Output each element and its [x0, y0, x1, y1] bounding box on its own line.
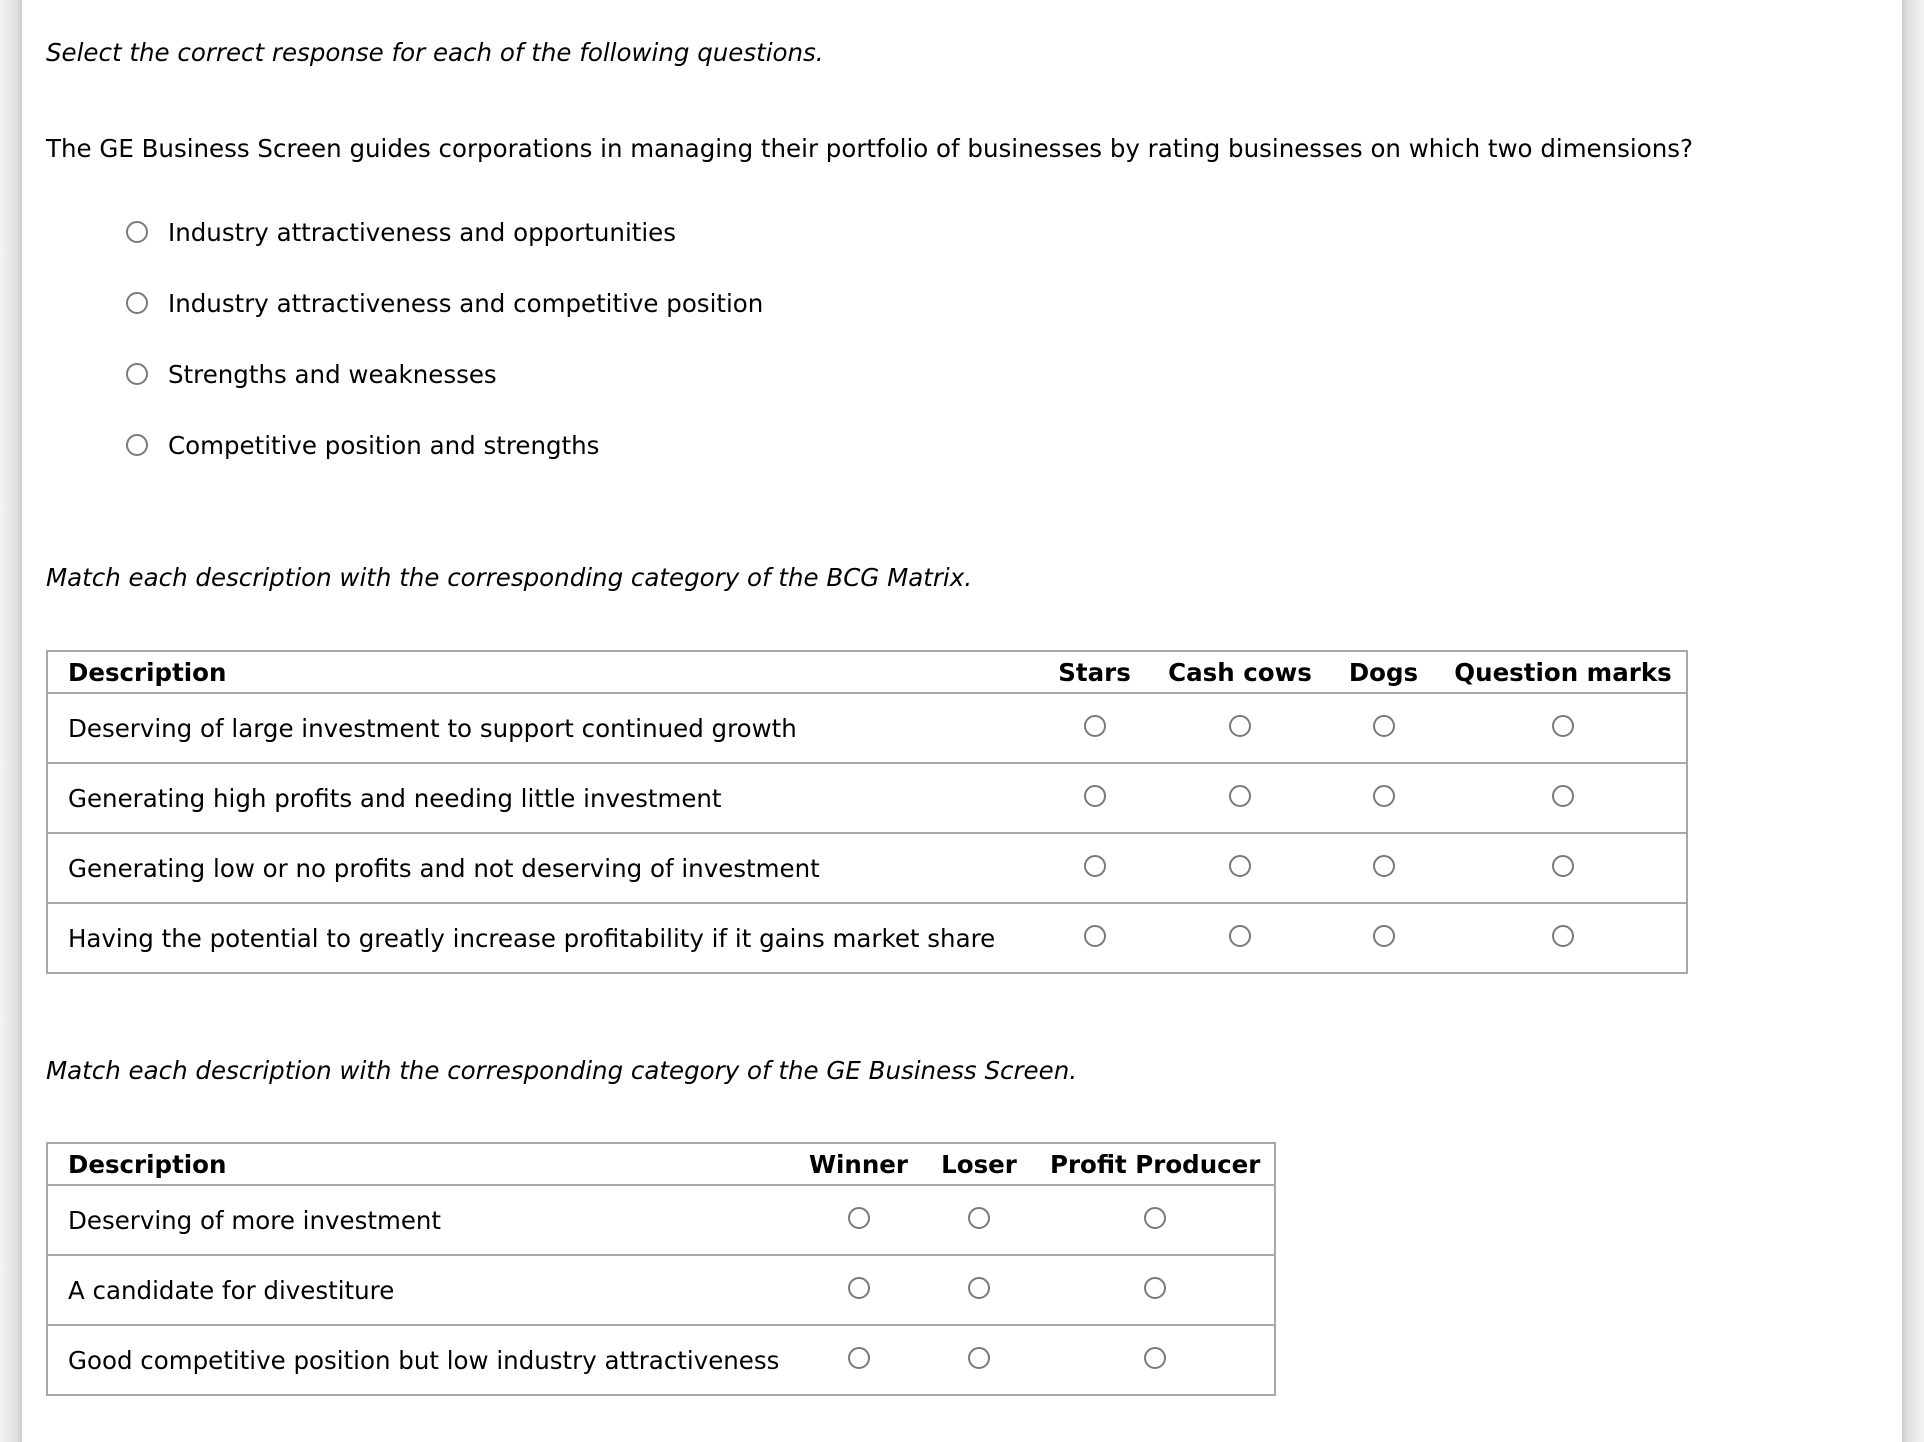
table-row: [47, 1255, 1275, 1325]
table-row: [47, 903, 1687, 973]
radio-cell: [922, 1185, 1036, 1255]
table-row: [47, 1325, 1275, 1395]
column-header-stars: Stars: [1036, 651, 1153, 693]
radio-cell: [1036, 763, 1153, 833]
radio-loser[interactable]: [968, 1207, 990, 1229]
radio-cell: [1440, 833, 1687, 903]
radio-winner[interactable]: [848, 1207, 870, 1229]
radio-cell: [1153, 763, 1327, 833]
column-header-description: Description: [47, 1143, 795, 1185]
radio-cell: [1327, 903, 1440, 973]
column-header-winner: Winner: [795, 1143, 922, 1185]
radio-stars[interactable]: [1084, 715, 1106, 737]
radio-question-marks[interactable]: [1552, 715, 1574, 737]
radio-cell: [795, 1255, 922, 1325]
radio-cash-cows[interactable]: [1229, 925, 1251, 947]
radio-button[interactable]: [126, 434, 148, 456]
radio-cell: [1327, 693, 1440, 763]
table-header-row: [47, 651, 1687, 693]
radio-stars[interactable]: [1084, 925, 1106, 947]
radio-button[interactable]: [126, 363, 148, 385]
radio-cell: [1327, 763, 1440, 833]
column-header-profit-producer: Profit Producer: [1036, 1143, 1275, 1185]
bcg-matrix-table: [46, 650, 1688, 974]
option-label: Industry attractiveness and opportunities: [168, 217, 677, 247]
radio-question-marks[interactable]: [1552, 855, 1574, 877]
radio-dogs[interactable]: [1373, 855, 1395, 877]
radio-winner[interactable]: [848, 1277, 870, 1299]
question-page: [46, 0, 1896, 1442]
answer-option[interactable]: [126, 354, 497, 394]
radio-dogs[interactable]: [1373, 925, 1395, 947]
radio-cell: [1440, 693, 1687, 763]
radio-cell: [795, 1325, 922, 1395]
page-shadow-left: [0, 0, 22, 1442]
radio-cell: [1153, 903, 1327, 973]
radio-profit-producer[interactable]: [1144, 1347, 1166, 1369]
instruction-text: Select the correct response for each of the following questions.: [46, 38, 824, 67]
radio-cash-cows[interactable]: [1229, 715, 1251, 737]
radio-question-marks[interactable]: [1552, 925, 1574, 947]
table-row: [47, 693, 1687, 763]
radio-winner[interactable]: [848, 1347, 870, 1369]
row-description: Good competitive position but low industry attractiveness: [47, 1325, 795, 1395]
radio-cell: [795, 1185, 922, 1255]
table-header-row: [47, 1143, 1275, 1185]
column-header-question-marks: Question marks: [1440, 651, 1687, 693]
row-description: A candidate for divestiture: [47, 1255, 795, 1325]
row-description: Generating low or no profits and not deserving of investment: [47, 833, 1036, 903]
radio-cell: [1440, 903, 1687, 973]
column-header-description: Description: [47, 651, 1036, 693]
radio-stars[interactable]: [1084, 785, 1106, 807]
answer-option[interactable]: [126, 212, 676, 252]
column-header-cash-cows: Cash cows: [1153, 651, 1327, 693]
radio-loser[interactable]: [968, 1277, 990, 1299]
option-label: Industry attractiveness and competitive position: [168, 288, 764, 318]
radio-profit-producer[interactable]: [1144, 1277, 1166, 1299]
radio-question-marks[interactable]: [1552, 785, 1574, 807]
table-row: [47, 1185, 1275, 1255]
row-description: Having the potential to greatly increase profitability if it gains market share: [47, 903, 1036, 973]
answer-option[interactable]: [126, 425, 599, 465]
radio-cell: [922, 1325, 1036, 1395]
option-label: Strengths and weaknesses: [168, 359, 497, 389]
ge-screen-table: [46, 1142, 1276, 1396]
row-description: Deserving of more investment: [47, 1185, 795, 1255]
radio-cash-cows[interactable]: [1229, 855, 1251, 877]
radio-profit-producer[interactable]: [1144, 1207, 1166, 1229]
radio-dogs[interactable]: [1373, 715, 1395, 737]
radio-dogs[interactable]: [1373, 785, 1395, 807]
bcg-instruction: Match each description with the corresponding category of the BCG Matrix.: [46, 563, 972, 592]
radio-cell: [1036, 1325, 1275, 1395]
radio-cell: [1153, 833, 1327, 903]
table-row: [47, 833, 1687, 903]
column-header-dogs: Dogs: [1327, 651, 1440, 693]
radio-button[interactable]: [126, 292, 148, 314]
column-header-loser: Loser: [922, 1143, 1036, 1185]
answer-option[interactable]: [126, 283, 763, 323]
radio-cell: [1153, 693, 1327, 763]
ge-instruction: Match each description with the corresponding category of the GE Business Screen.: [46, 1056, 1078, 1085]
radio-cell: [1036, 693, 1153, 763]
radio-cell: [1036, 1185, 1275, 1255]
radio-cash-cows[interactable]: [1229, 785, 1251, 807]
radio-cell: [922, 1255, 1036, 1325]
radio-button[interactable]: [126, 221, 148, 243]
question-text: The GE Business Screen guides corporations in managing their portfolio of businesses by rating businesses on which two dimensions?: [46, 134, 1694, 163]
row-description: Generating high profits and needing little investment: [47, 763, 1036, 833]
radio-cell: [1036, 833, 1153, 903]
radio-stars[interactable]: [1084, 855, 1106, 877]
radio-cell: [1327, 833, 1440, 903]
radio-cell: [1036, 903, 1153, 973]
radio-cell: [1440, 763, 1687, 833]
radio-loser[interactable]: [968, 1347, 990, 1369]
table-row: [47, 763, 1687, 833]
page-shadow-right: [1902, 0, 1924, 1442]
radio-cell: [1036, 1255, 1275, 1325]
row-description: Deserving of large investment to support continued growth: [47, 693, 1036, 763]
option-label: Competitive position and strengths: [168, 430, 600, 460]
